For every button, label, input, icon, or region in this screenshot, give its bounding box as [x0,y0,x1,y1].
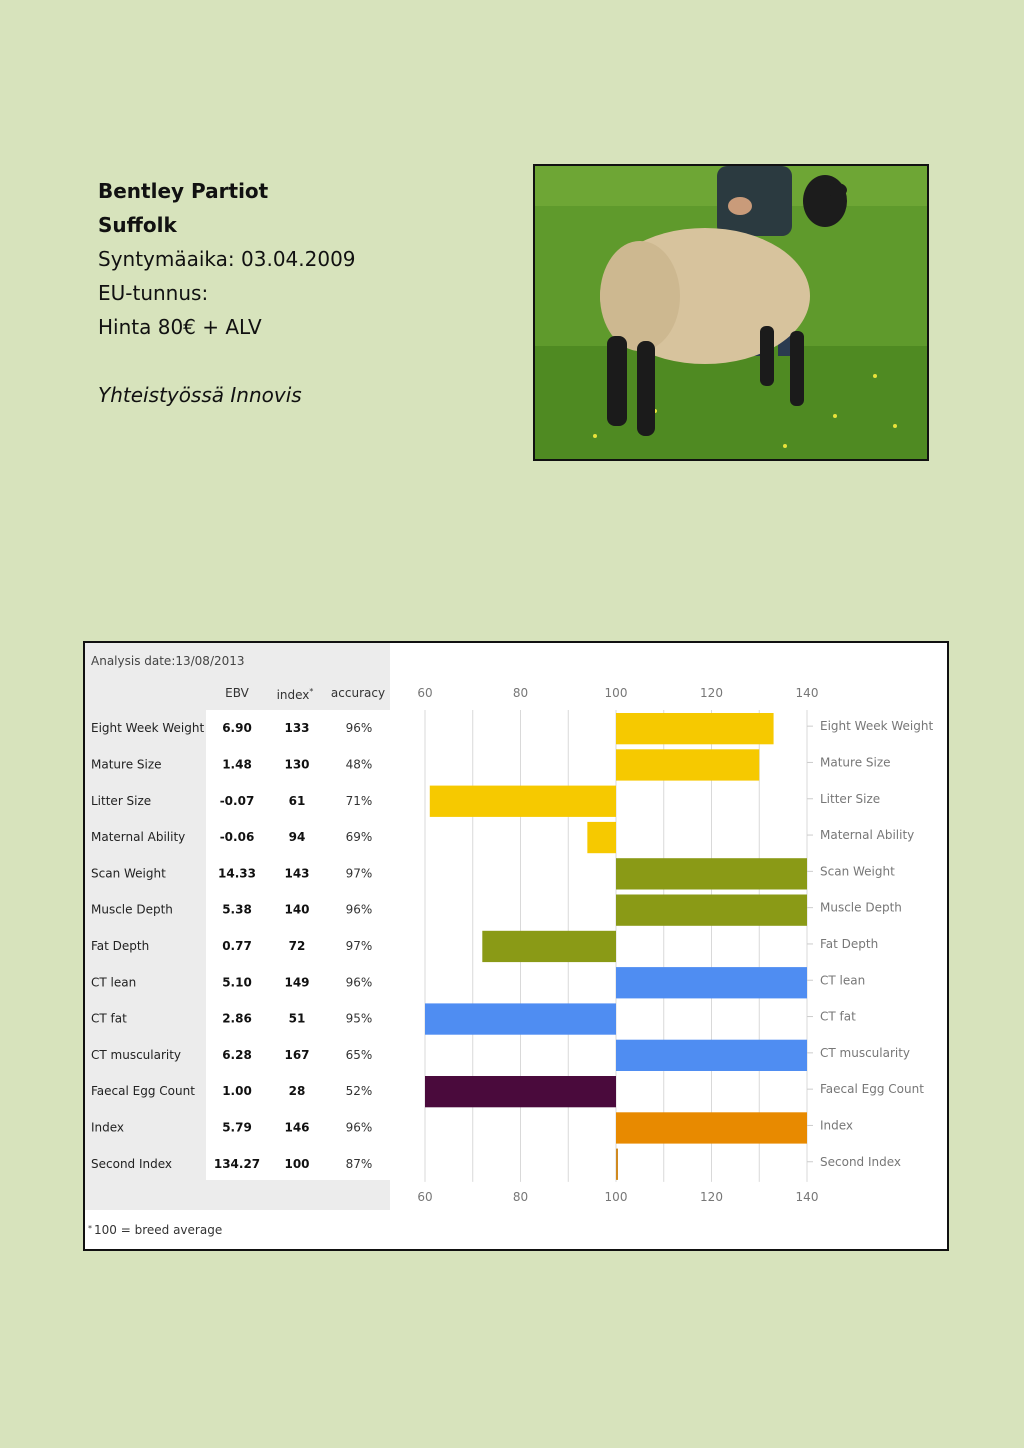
category-label: Eight Week Weight [820,719,934,734]
accuracy-value: 65% [345,1047,373,1062]
bar [616,749,759,780]
ebv-value: 14.33 [218,866,256,881]
index-value: 133 [284,721,310,736]
footnote: 100 = breed average [94,1223,223,1237]
category-label: Muscle Depth [820,900,902,915]
ebv-value: 134.27 [213,1156,261,1171]
col-header-index-mark: * [309,687,314,696]
price: Hinta 80€ + ALV [98,315,262,339]
index-value: 51 [288,1011,306,1026]
ebv-value: 1.00 [222,1084,252,1099]
category-label: Second Index [820,1154,902,1169]
ebv-value: 0.77 [222,938,252,953]
bar [616,967,807,998]
animal-name: Bentley Partiot [98,179,269,203]
index-value: 149 [284,975,310,990]
ebv-panel [83,641,949,1251]
accuracy-value: 95% [345,1011,373,1026]
index-value: 130 [284,757,310,772]
bar [616,713,774,744]
index-value: 28 [288,1084,306,1099]
x-tick-label-bottom: 60 [417,1190,433,1204]
category-label: Index [820,1118,854,1133]
ebv-value: 5.10 [222,975,252,990]
category-label: CT fat [820,1009,856,1024]
eu-id: EU-tunnus: [98,281,209,305]
x-tick-label-top: 120 [700,686,723,700]
trait-name: Second Index [91,1156,173,1171]
ebv-value: 5.79 [222,1120,252,1135]
chart-bars [425,713,933,1180]
bar [616,1149,618,1180]
table-footer-bg [85,1180,390,1210]
ebv-value: 5.38 [222,902,252,917]
trait-name: Index [91,1120,125,1135]
trait-name: Maternal Ability [91,830,186,845]
trait-name: Muscle Depth [91,902,173,917]
ebv-value: 6.90 [222,721,252,736]
animal-breed: Suffolk [98,213,177,237]
trait-name: Litter Size [91,793,152,808]
accuracy-value: 96% [345,721,373,736]
x-tick-label-top: 80 [512,686,529,700]
col-header-ebv: EBV [225,686,249,700]
bar [482,931,616,962]
accuracy-value: 97% [345,938,373,953]
ebv-value: -0.06 [219,830,255,845]
accuracy-value: 69% [345,830,373,845]
bar [430,786,616,817]
x-tick-label-bottom: 100 [604,1190,628,1204]
index-value: 72 [288,938,306,953]
x-tick-label-bottom: 120 [700,1190,723,1204]
accuracy-value: 96% [345,975,373,990]
accuracy-value: 97% [345,866,373,881]
footnote-mark: * [88,1224,92,1233]
index-value: 94 [288,830,306,845]
trait-name: Faecal Egg Count [91,1084,195,1099]
x-tick-label-bottom: 80 [512,1190,529,1204]
trait-name: Mature Size [91,757,162,772]
accuracy-value: 52% [345,1084,373,1099]
analysis-date: Analysis date:13/08/2013 [91,654,245,668]
category-label: Mature Size [820,755,891,770]
index-value: 61 [288,793,306,808]
index-value: 146 [284,1120,310,1135]
trait-name: Eight Week Weight [91,721,205,736]
trait-name: CT muscularity [91,1047,182,1062]
category-label: Maternal Ability [820,828,915,843]
trait-name: CT lean [91,975,137,990]
index-value: 140 [284,902,310,917]
birth-date: Syntymäaika: 03.04.2009 [98,247,356,271]
ebv-chart-table [85,643,947,1249]
ebv-value: -0.07 [219,793,255,808]
index-value: 167 [284,1047,310,1062]
category-label: Scan Weight [820,864,895,879]
accuracy-value: 96% [345,902,373,917]
col-header-index [277,687,314,702]
category-label: CT lean [820,973,866,988]
x-tick-label-top: 140 [795,686,819,700]
col-header-accuracy: accuracy [330,686,386,700]
category-label: Fat Depth [820,936,879,951]
bar [425,1076,616,1107]
ram-photo-illustration [535,166,927,459]
ebv-value: 1.48 [222,757,252,772]
accuracy-value: 87% [345,1156,373,1171]
bar [425,1003,616,1034]
category-label: Faecal Egg Count [820,1082,924,1097]
x-tick-label-top: 100 [604,686,628,700]
x-tick-label-bottom: 140 [795,1190,819,1204]
accuracy-value: 96% [345,1120,373,1135]
category-label: Litter Size [820,791,881,806]
accuracy-value: 71% [345,793,373,808]
trait-name: Scan Weight [91,866,166,881]
ebv-value: 2.86 [222,1011,252,1026]
index-value: 100 [284,1156,310,1171]
bar [616,895,807,926]
accuracy-value: 48% [345,757,373,772]
x-tick-label-top: 60 [417,686,433,700]
bar [587,822,616,853]
cooperation-note: Yhteistyössä Innovis [98,383,302,407]
category-label: CT muscularity [820,1045,911,1060]
ram-photo [533,164,929,461]
trait-name: CT fat [91,1011,127,1026]
bar [616,1040,807,1071]
ebv-value: 6.28 [222,1047,252,1062]
col-header-index-text: index [276,688,310,702]
bar [616,858,807,889]
bar [616,1112,807,1143]
animal-info [98,174,356,412]
trait-name: Fat Depth [91,938,150,953]
index-value: 143 [284,866,310,881]
